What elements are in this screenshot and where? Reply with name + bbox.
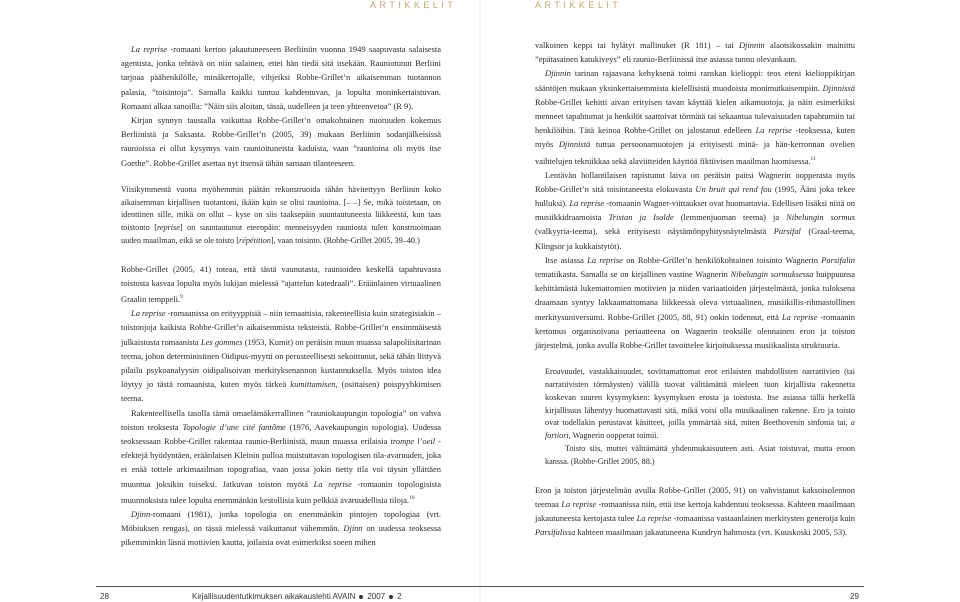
text-run: -teoksessa, kuten myös [535, 125, 855, 150]
bullet-icon [359, 595, 363, 599]
text-run: (1953, Kumit) on peräisin muun muassa salapoliisitarinan teema, johon deterministinen Oidipus-myytti on perusteellisesti sekoittunut, sekä tähän liittyvä pilailu psykoanalyysin oidipalisoivan merkityksenannon kustannuksella. Myös toiston idea löytyy jo tästä romaanista, kuten myös tärkeä [121, 336, 442, 390]
italic-title: Parsifal [773, 226, 801, 237]
section-header-left: ARTIKKELIT [370, 0, 457, 10]
text-run: -romaanin Wagner-viittaukset ovat huomattavia. Edellisen lisäksi niitä on musiikkidraamoista [535, 198, 855, 223]
text-run: tarinan rajaavana kehyksenä toimi ranskan kielioppi: teos eteni kielioppikirjan sääntöjen mukaan yksinkertaisemmista kielellisistä muodoista monimutkaisempiin. [535, 68, 855, 93]
text-run: kahteen maailmaan jakautuneena Kundryn hahmosta (vrt. Kuuskoski 2005, 53). [575, 527, 848, 538]
text-run: Robbe-Grillet (2005, 41) toteaa, että tästä vaunutasta, raunioiden keskellä tapahtuvasta toistosta kasvaa lopulta myös lukijan mielessä ”ajattelun katedraali”. Eräänlainen virtuaalinen Graalin temppeli. [121, 263, 441, 305]
paragraph [535, 38, 855, 66]
text-run: Rakenteellisella tasolla tämä omaelämäkerrallinen ”rauniokaupungin topologia” on vahva toiston teoksesta [121, 407, 441, 432]
footnote-marker: 11 [810, 155, 816, 162]
italic-title: Topologie d’une cité fantôme [182, 421, 286, 432]
text-run: ], vaan toisinto. (Robbe-Grillet 2005, 39–40.) [270, 236, 420, 246]
italic-title: Parsifalissa [535, 527, 576, 538]
text-run: tuttua persoonamuotojen ja erityisesti minä- ja hän-kerronnan ovelien vaihtelujen tekniikkaa sekä alaviitteiden käyttöä fiktiivisen maailman luomisessa. [535, 139, 855, 166]
text-run: Eron ja toiston järjestelmän avulla Robbe-Grillet (2005, 91) on vahvistanut kaksoisolennon teemaa [535, 484, 855, 509]
paragraph [121, 306, 441, 405]
text-run: -romaanissa on erityyppisiä – niin temaattisia, rakenteellisia kuin strategisiakin – toistonjoja kaikista Robbe-Grillet’n aikaisemmista teksteistä. Robbe-Grillet’n ensimmäisestä julkaistusta romaanista [121, 308, 441, 347]
italic-term: reprise [156, 223, 180, 233]
italic-title: La reprise [131, 44, 167, 54]
italic-title: Djinn [131, 508, 151, 519]
paragraph [535, 168, 855, 253]
text-run: -romaanissa niin, että itse kertoja kahdentuu teoksessa. Kahteen maailmaan jakautuneesta kertojasta tulee [535, 498, 855, 524]
italic-title: La reprise [313, 478, 352, 489]
text-run: Lentävän hollantilaisen rapistunut laiva on peräisin paitsi Wagnerin oopperasta myös Robbe-Grillet’n sitä toisintaneesta elokuvasta [535, 169, 855, 194]
journal-issue: 2 [397, 592, 402, 601]
block-quote [121, 184, 441, 248]
right-column [535, 38, 855, 539]
text-run: (1995, Ääni joka tekee hulluksi). [535, 183, 855, 209]
text-run: (Graal-teema, Klingsor ja kukkaistytöt). [535, 226, 855, 251]
text-run: valkoinen keppi tai hylätyt mallinuket (R 181) – tai [535, 40, 739, 50]
italic-term: trompe l’oeil [390, 436, 436, 447]
text-run: -romaani (1981), jonka topologia on enemmänkin pintojen topologiaa (vrt. Möbiuksen rengas), on tässä mielessä vaikuttanut vähemmän. [121, 508, 441, 534]
italic-term: kumittamisen [290, 379, 336, 390]
italic-title: La reprise [755, 125, 792, 136]
block-quote [535, 443, 855, 469]
italic-title: La reprise [781, 311, 818, 322]
footer-rule-right [480, 586, 864, 587]
text-run: -romaani kertoo jakautuneeseen Berliiniin vuonna 1949 saapuvasta salaisesta agentista, jonka tehtävä on niin salainen, ettei hän tiedä sitä itsekään. Rauniotunut Berliini tarjoaa päähenkilölle, minäkertojalle, vihjeiksi Robbe-Grillet’n aikaisemman tuotannon palasia, ”toisintoja”. Samalla kaikki tuntuu kahdentuvan, ja lopulta moninkertaistuvan. Romaani alkaa sanoilla: ”Näin siis aloitan, tässä, uudelleen ja teen yhteenvetoa” (R 9). [121, 44, 441, 111]
text-run: Robbe-Grillet kehitti aivan erityisen tavan käyttää kielen aikamuotoja, ja näin esimerkiksi menneet tapahtumat ja henkilöt saattoivat törmätä tai sekaantua tulevaisuuden tapahtumiin tai henkilöihin. Tätä keinoa Robbe-Grillet on jalostanut edelleen [535, 96, 855, 136]
italic-title: Parsifalin [821, 254, 855, 265]
italic-title: Djinn [343, 523, 363, 534]
spacer [535, 352, 855, 366]
page-number-left: 28 [100, 592, 109, 601]
italic-title: La reprise [569, 198, 605, 209]
paragraph [121, 113, 441, 170]
text-run: -romaanissa vastaanlainen merkitysten generoija kuin [671, 513, 855, 524]
text-run: huippuunsa kehittämästä lukemattomien motiivien ja niiden variaatioiden järjestelmästä, jonka tuloksena draamaan syntyy lakkaamattomana liikkeessä oleva virtuaalinen, musiikillis-rihmastollinen merkitysuniversumi. Robbe-Grillet (2005, 88, 91) onkin todennut, että [535, 269, 856, 322]
text-run: Kirjan synnyn taustalla vaikuttaa Robbe-Grillet’n omakohtainen nuoruuden kokemus Berliinistä ja Saksasta. Robbe-Grillet’n (2005, 39) mukaan Berliinin sodanjälkeisissä raunioissa ei ollut kysymys vain raunioituneista kaduista, vaan ”raunioina oli myös itse Goethe”. Robbe-Grillet asettaa nyt itsensä tähän samaan tilanteeseen. [121, 115, 441, 168]
italic-title: Les gommes [200, 336, 243, 347]
text-run: (valkyyria-teema), sekä erityisesti näytämönpyhitysnäytelmästä [535, 226, 774, 237]
italic-title: Un bruit qui rend fou [695, 183, 772, 194]
text-run: , (osittaisen) poispyyhkimisen teema. [121, 379, 441, 404]
paragraph [121, 406, 441, 507]
text-run: (lemmenjuoman teema) ja [673, 212, 787, 223]
section-header-right: ARTIKKELIT [535, 0, 622, 10]
paragraph [535, 253, 855, 352]
italic-term: a fortiori [545, 418, 855, 441]
text-run: on Robbe-Grillet’n henkilökohtainen toisinto Wagnerin [622, 254, 822, 265]
bullet-icon [389, 595, 393, 599]
page-gutter [479, 0, 481, 602]
spacer [121, 248, 441, 262]
text-run: on uudessa teoksessa pikemminkin läsnä motiivien kautta, joilaisia ovat esimerkiksi soeen mihen [121, 523, 441, 548]
spacer [121, 170, 441, 184]
text-run: -romaanin topologisista muunnoksista tulee lopulta enemmänkin kestollisia kuin pelkkiä avaruudellisia tiloja. [121, 478, 441, 505]
block-quote [535, 366, 855, 443]
italic-title: Tristan ja Isolde [608, 212, 674, 223]
paragraph [121, 262, 441, 306]
journal-footer [192, 592, 402, 601]
paragraph [535, 66, 855, 167]
footer-rule-left [96, 586, 480, 587]
paragraph [535, 483, 855, 540]
journal-year: 2007 [367, 592, 386, 601]
text-run: Toisto siis, muttei välttämättä yhdenmukaisuuteen asti. Asiat toistuvat, mutta eroon kanssa. (Robbe-Grillet 2005, 88.) [545, 444, 855, 466]
text-run: tematiikasta. Samalla se on kirjallinen vastine Wagnerin [535, 269, 731, 280]
paragraph [121, 507, 441, 550]
italic-term: répétition [239, 236, 271, 246]
paragraph [121, 42, 441, 113]
page-number-right: 29 [850, 592, 859, 601]
italic-title: Nibelungin sormuksessa [730, 269, 814, 280]
text-run: Itse asiassa [545, 254, 588, 265]
italic-title: Djinnissä [822, 82, 855, 93]
text-run: alaotsikossakin mainittu ”epätasainen katukiveys” eli raunio-Berliinissä itse asiassa tunnu olevankaan. [535, 40, 855, 65]
footnote-marker: 9 [180, 294, 183, 301]
italic-title: La reprise [587, 254, 623, 265]
italic-title: Nibelungin sormus [786, 212, 856, 223]
spacer [535, 469, 855, 483]
text-run: Eroavuudet, vastakkaisuudet, sovittamattomat erot erilaisten mahdollisten narratiivien (tai narratiivisten törmäysten) välillä tuovat välttämättä mieleen tuon kirjallista rakennetta koskevan suuren kysymyksen: kysymyksen erosta ja toistosta. Itse asiassa tällä herkellä kirjallisuus lähentyy huomattavasti sitä, mikä voisi olla musikaalinen rakenne. Ero ja toisto ovat todellakin perustavat käsitteet, joilla ymmärtää sitä, miten Beethovenin sinfonia tai, [545, 367, 855, 428]
text-run: (1976, Aavekaupungin topologia). Uudessa teoksessaan Robbe-Grillet rakentaa raunio-Berliinistä, muun muassa erilaisia [121, 421, 441, 447]
text-run: Viisikymmentä vuotta myöhemmin päätän rekonstruoida tähän hävitettyyn Berliinin koko aikaisemman kirjallisen tuotantoni, ikään kuin se olisi raunioina. [– –] Se, mikä toistetaan, on identtinen sille, mikä on ollut – kyse on siis taaksepäin suuntautuneesta liikkeestä, kun taas toistonto [ [121, 184, 441, 233]
italic-title: La reprise [561, 498, 597, 509]
italic-title: La reprise [636, 513, 672, 524]
italic-title: Djinnin [545, 68, 571, 79]
italic-title: Djinnistä [558, 139, 591, 150]
text-run: ] on suuntautunut eteenpäin: menneisyyden rauniosta tulen konstruoimaan uuden maailman, eikä se ole toisto [ [121, 223, 441, 246]
italic-title: La reprise [131, 308, 166, 319]
journal-title: Kirjallisuudentutkimuksen aikakauslehti AVAIN [192, 592, 356, 601]
footnote-marker: 10 [409, 494, 415, 501]
text-run: , Wagnerin oopperat toimii. [568, 431, 659, 441]
text-run: -efektejä hyödyntäen, eräänlaisen Kleinin pulloa muistuttavan topologisen tila-avaruuden, joka ei enää tottele arkimaailman topografiaa, vaan jossa jokin tietty tila voi täysin yllättäen muuntua joksikin toiseksi. Jatkuvan toiston myötä [121, 436, 441, 489]
italic-title: Djinnin [738, 40, 765, 50]
left-column [121, 42, 441, 550]
text-run: -romaanin kertomus organisoivana periaatteena on Wagnerin teoksille olennainen eron ja toiston järjestelmä, jonka avulla Robbe-Grillet tavoittelee kirjoituksessa musiikaalista struktuuria. [535, 311, 855, 351]
